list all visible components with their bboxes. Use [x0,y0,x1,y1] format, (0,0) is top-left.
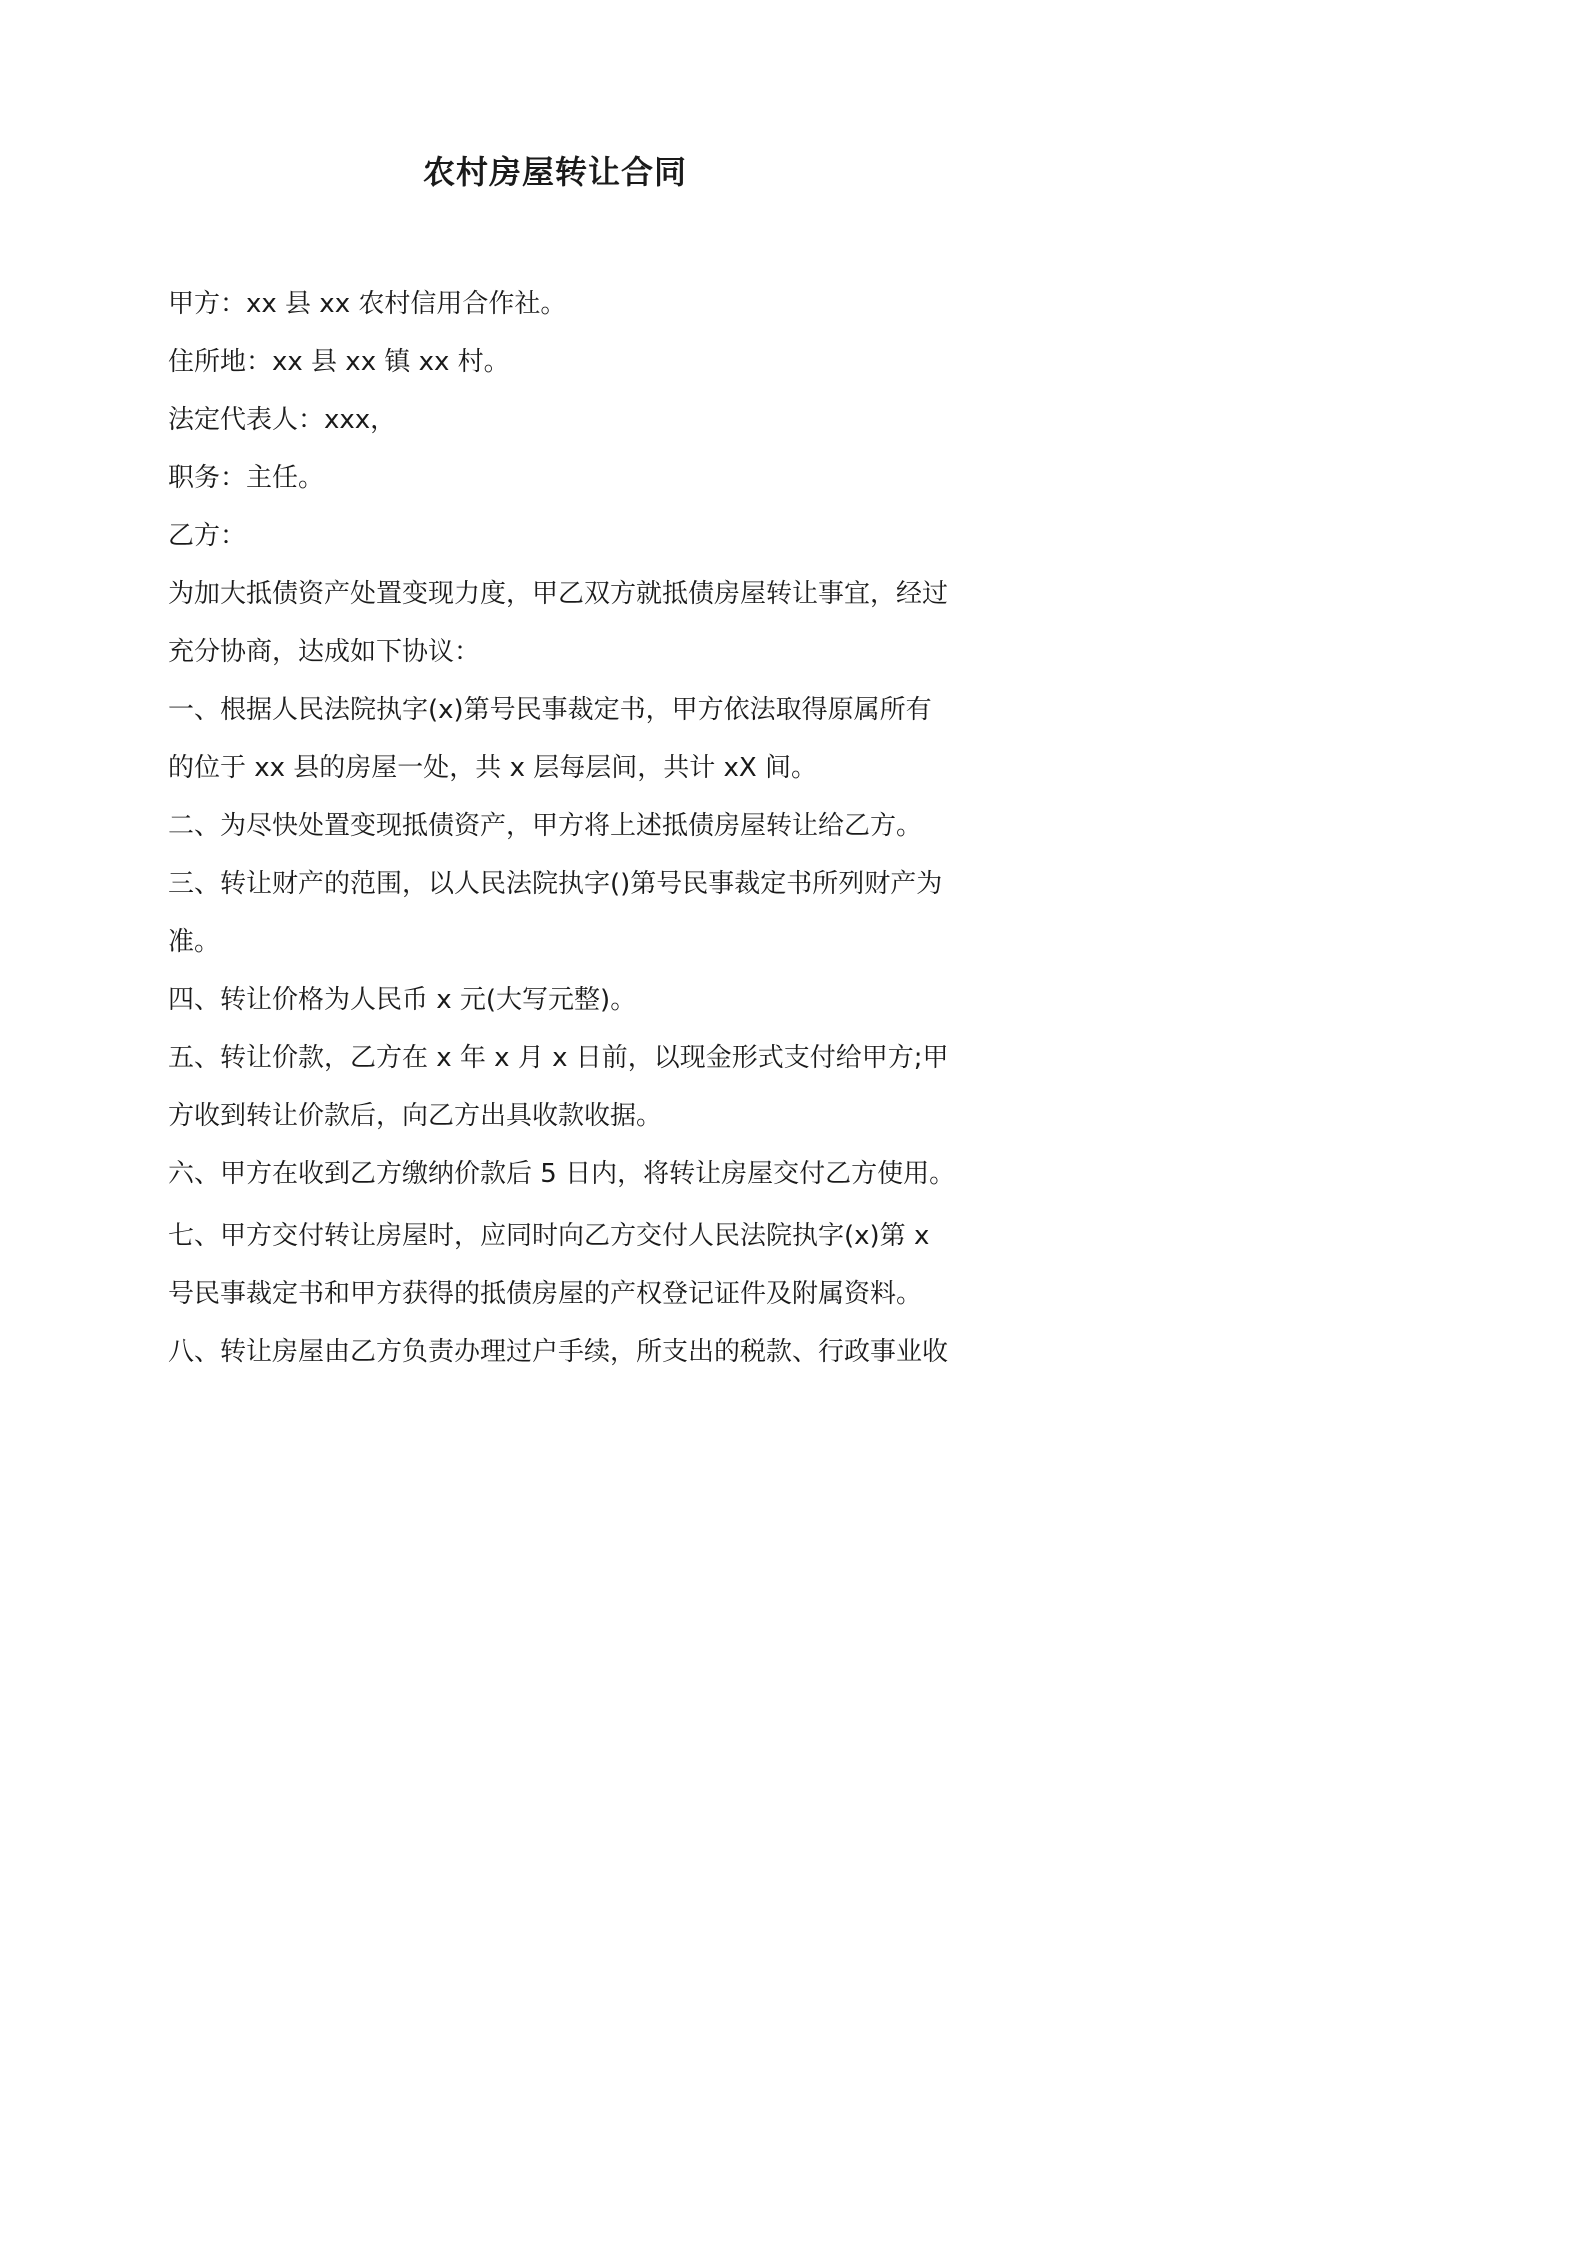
clause-6-line-1: 六、甲方在收到乙方缴纳价款后 5 日内，将转让房屋交付乙方使用。 [168,1159,956,1189]
clause-5-line-1: 五、转让价款，乙方在 x 年 x 月 x 日前，以现金形式支付给甲方;甲 [168,1043,949,1073]
preamble-line-1: 为加大抵债资产处置变现力度，甲乙双方就抵债房屋转让事宜，经过 [168,579,949,609]
clause-4-line-1: 四、转让价格为人民币 x 元(大写元整)。 [168,985,637,1015]
party-b-line: 乙方： [168,521,247,551]
clause-2-line-1: 二、为尽快处置变现抵债资产，甲方将上述抵债房屋转让给乙方。 [168,811,923,841]
clause-7-line-2: 号民事裁定书和甲方获得的抵债房屋的产权登记证件及附属资料。 [168,1279,923,1309]
clause-3-line-1: 三、转让财产的范围，以人民法院执字()第号民事裁定书所列财产为 [168,869,943,899]
position-line: 职务：主任。 [168,463,325,493]
party-a-line: 甲方：xx 县 xx 农村信用合作社。 [168,289,567,319]
preamble-line-2: 充分协商，达成如下协议： [168,637,481,667]
address-line: 住所地：xx 县 xx 镇 xx 村。 [168,347,510,377]
legal-representative-line: 法定代表人：xxx， [168,405,397,435]
clause-8-line-1: 八、转让房屋由乙方负责办理过户手续，所支出的税款、行政事业收 [168,1337,949,1367]
document-page [0,0,1100,1556]
clause-7-line-1: 七、甲方交付转让房屋时，应同时向乙方交付人民法院执字(x)第 x [168,1221,930,1251]
clause-5-line-2: 方收到转让价款后，向乙方出具收款收据。 [168,1101,663,1131]
clause-3-line-2: 准。 [168,927,221,957]
document-title: 农村房屋转让合同 [422,153,687,191]
clause-1-line-1: 一、根据人民法院执字(x)第号民事裁定书，甲方依法取得原属所有 [168,695,932,725]
clause-1-line-2: 的位于 xx 县的房屋一处，共 x 层每层间，共计 xX 间。 [168,753,817,783]
